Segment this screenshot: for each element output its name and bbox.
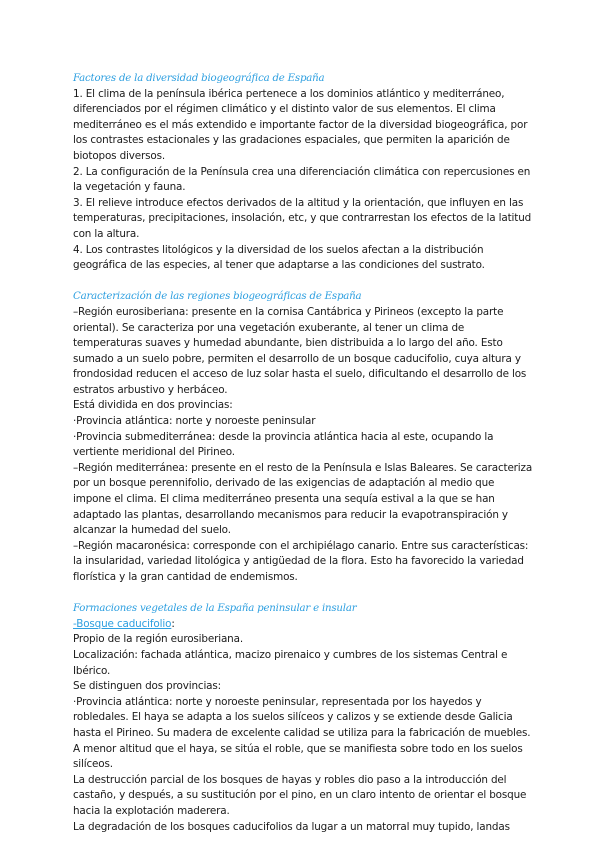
paragraph: Se distinguen dos provincias: bbox=[73, 680, 222, 693]
subheading-colon: : bbox=[171, 617, 175, 630]
paragraph: 2. La configuración de la Península crea una diferenciación climática con repercusiones en la vegetación y fauna. bbox=[73, 165, 531, 194]
paragraph: ·Provincia submediterránea: desde la provincia atlántica hacia al este, ocupando la vertiente meridional del Pirineo. bbox=[73, 430, 494, 459]
document-content bbox=[73, 71, 533, 835]
paragraph: Propio de la región eurosiberiana. bbox=[73, 633, 243, 646]
section-heading-formaciones: Formaciones vegetales de la España peninsular e insular bbox=[73, 603, 357, 615]
paragraph: La destrucción parcial de los bosques de hayas y robles dio paso a la introducción del castaño, y después, a su sustitución por el pino, en un claro intento de orientar el bosque hacia la explotación maderera. bbox=[73, 773, 527, 817]
paragraph: –Región macaronésica: corresponde con el archipiélago canario. Entre sus características: la insularidad, variedad litológica y antigüedad de la flora. Esto ha favorecido la variedad florística y la gran cantidad de endemismos. bbox=[73, 539, 529, 583]
paragraph: ·Provincia atlántica: norte y noroeste peninsular bbox=[73, 415, 316, 428]
paragraph: Localización: fachada atlántica, macizo pirenaico y cumbres de los sistemas Central e Ibérico. bbox=[73, 648, 508, 677]
section-heading-caracterizacion: Caracterización de las regiones biogeográficas de España bbox=[73, 291, 362, 303]
paragraph: Está dividida en dos provincias: bbox=[73, 399, 233, 412]
paragraph: La degradación de los bosques caducifolios da lugar a un matorral muy tupido, landas bbox=[73, 820, 510, 833]
paragraph: 4. Los contrastes litológicos y la diversidad de los suelos afectan a la distribución geográfica de las especies, al tener que adaptarse a las condiciones del sustrato. bbox=[73, 243, 485, 272]
bosque-caducifolio-link[interactable]: -Bosque caducifolio bbox=[73, 617, 172, 630]
paragraph: –Región eurosiberiana: presente en la cornisa Cantábrica y Pirineos (excepto la parte oriental). Se caracteriza por una vegetación exuberante, al tener un clima de temperaturas suaves y humedad abundante, bien distribuida a lo largo del año. Esto sumado a un suelo pobre, permiten el desarrollo de un bosque caducifolio, cuya altura y frondosidad reducen el acceso de luz solar hasta el suelo, dificultando el desarrollo de los estratos arbustivo y herbáceo. bbox=[73, 305, 527, 396]
paragraph: –Región mediterránea: presente en el resto de la Península e Islas Baleares. Se caracteriza por un bosque perennifolio, derivado de las exigencias de adaptación al medio que impone el clima. El clima mediterráneo presenta una sequía estival a la que se han adaptado las plantas, desarrollando mecanismos para reducir la evapotranspiración y alcanzar la humedad del suelo. bbox=[73, 461, 533, 537]
paragraph: 3. El relieve introduce efectos derivados de la altitud y la orientación, que influyen en las temperaturas, precipitaciones, insolación, etc, y que contrarrestan los efectos de la latitud con la altura. bbox=[73, 196, 532, 240]
paragraph: 1. El clima de la península ibérica pertenece a los dominios atlántico y mediterráneo, diferenciados por el régimen climático y el distinto valor de sus elementos. El clima mediterráneo es el más extendido e importante factor de la diversidad biogeográfica, por los contrastes estacionales y las gradaciones espaciales, que permiten la aparición de biotopos diversos. bbox=[73, 87, 528, 162]
section-heading-factores: Factores de la diversidad biogeográfica de España bbox=[73, 73, 325, 84]
paragraph: ·Provincia atlántica: norte y noroeste peninsular, representada por los hayedos y robledales. El haya se adapta a los suelos silíceos y calizos y se extiende desde Galicia hasta el Pirineo. Su madera de excelente calidad se utiliza para la fabricación de muebles. A menor altitud que el haya, se sitúa el roble, que se manifiesta sobre todo en los suelos silíceos. bbox=[73, 695, 531, 771]
subheading-bosque-caducifolio bbox=[73, 617, 533, 633]
